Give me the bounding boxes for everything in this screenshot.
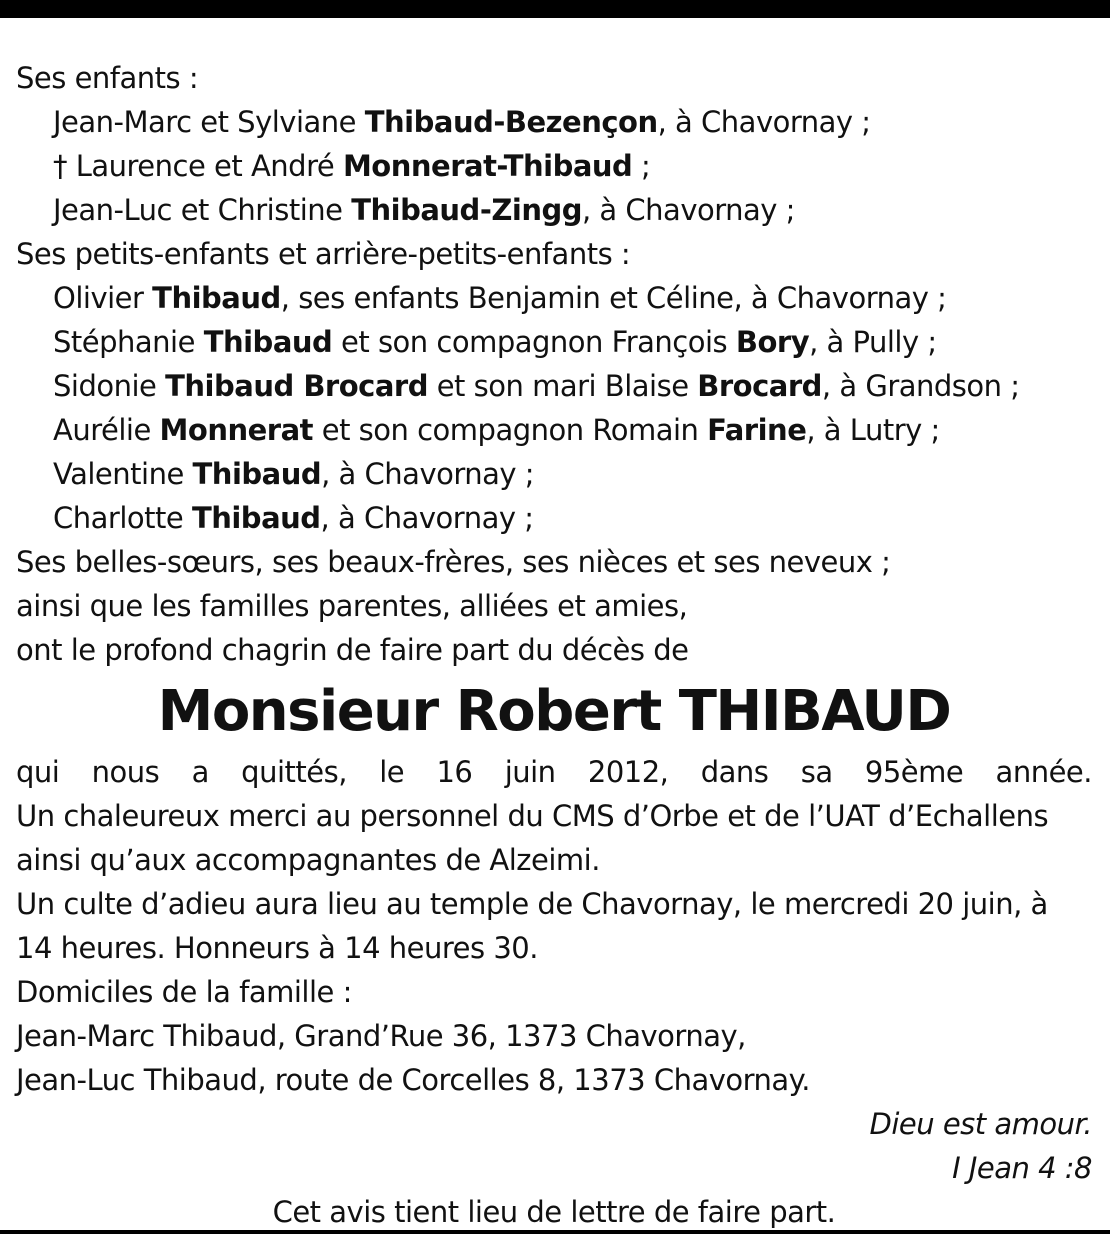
family-name: Thibaud-Bezençon xyxy=(364,105,658,139)
thanks-line: ainsi qu’aux accompagnantes de Alzeimi. xyxy=(16,843,600,877)
service-line: Un culte d’adieu aura lieu au temple de Chavornay, le mercredi 20 juin, à xyxy=(16,887,1048,921)
family-name: Thibaud-Zingg xyxy=(351,193,582,227)
obituary-notice xyxy=(16,56,1092,1234)
address-line: Jean-Marc Thibaud, Grand’Rue 36, 1373 Chavornay, xyxy=(16,1019,746,1053)
grandchild-entry: Charlotte Thibaud, à Chavornay ; xyxy=(53,501,534,535)
deceased-name: Monsieur Robert THIBAUD xyxy=(157,679,951,744)
family-name: Thibaud xyxy=(191,501,321,535)
footer-note: Cet avis tient lieu de lettre de faire part. xyxy=(272,1195,836,1229)
children-heading: Ses enfants : xyxy=(16,61,199,95)
death-line: qui nous a quittés, le 16 juin 2012, dans sa 95ème année. xyxy=(16,755,1092,789)
family-name: Monnerat-Thibaud xyxy=(342,149,633,183)
grandchild-entry: Stéphanie Thibaud et son compagnon François Bory, à Pully ; xyxy=(53,325,937,359)
announcement-line: ont le profond chagrin de faire part du décès de xyxy=(16,633,689,667)
grandchild-entry: Valentine Thibaud, à Chavornay ; xyxy=(53,457,535,491)
verse-reference: I Jean 4 :8 xyxy=(952,1151,1092,1185)
domicile-label: Domiciles de la famille : xyxy=(16,975,352,1009)
verse-text: Dieu est amour. xyxy=(869,1107,1092,1141)
family-name: Thibaud xyxy=(152,281,281,315)
top-rule xyxy=(0,0,1110,18)
family-name: Thibaud xyxy=(192,457,322,491)
partner-name: Farine xyxy=(707,413,807,447)
bottom-rule xyxy=(0,1230,1110,1234)
family-name: Thibaud xyxy=(203,325,333,359)
partner-name: Brocard xyxy=(697,369,822,403)
in-laws-line: Ses belles-sœurs, ses beaux-frères, ses nièces et ses neveux ; xyxy=(16,545,891,579)
child-entry: Jean-Luc et Christine Thibaud-Zingg, à Chavornay ; xyxy=(53,193,795,227)
thanks-line: Un chaleureux merci au personnel du CMS d’Orbe et de l’UAT d’Echallens xyxy=(16,799,1049,833)
partner-name: Bory xyxy=(735,325,810,359)
grandchild-entry: Aurélie Monnerat et son compagnon Romain Farine, à Lutry ; xyxy=(53,413,940,447)
address-line: Jean-Luc Thibaud, route de Corcelles 8, 1373 Chavornay. xyxy=(16,1063,810,1097)
child-entry: † Laurence et André Monnerat-Thibaud ; xyxy=(53,149,651,183)
service-line: 14 heures. Honneurs à 14 heures 30. xyxy=(16,931,538,965)
child-entry: Jean-Marc et Sylviane Thibaud-Bezençon, à Chavornay ; xyxy=(53,105,871,139)
grandchildren-heading: Ses petits-enfants et arrière-petits-enfants : xyxy=(16,237,631,271)
families-line: ainsi que les familles parentes, alliées et amies, xyxy=(16,589,688,623)
family-name: Thibaud Brocard xyxy=(165,369,428,403)
family-name: Monnerat xyxy=(159,413,314,447)
grandchild-entry: Olivier Thibaud, ses enfants Benjamin et Céline, à Chavornay ; xyxy=(53,281,947,315)
grandchild-entry: Sidonie Thibaud Brocard et son mari Blaise Brocard, à Grandson ; xyxy=(53,369,1020,403)
